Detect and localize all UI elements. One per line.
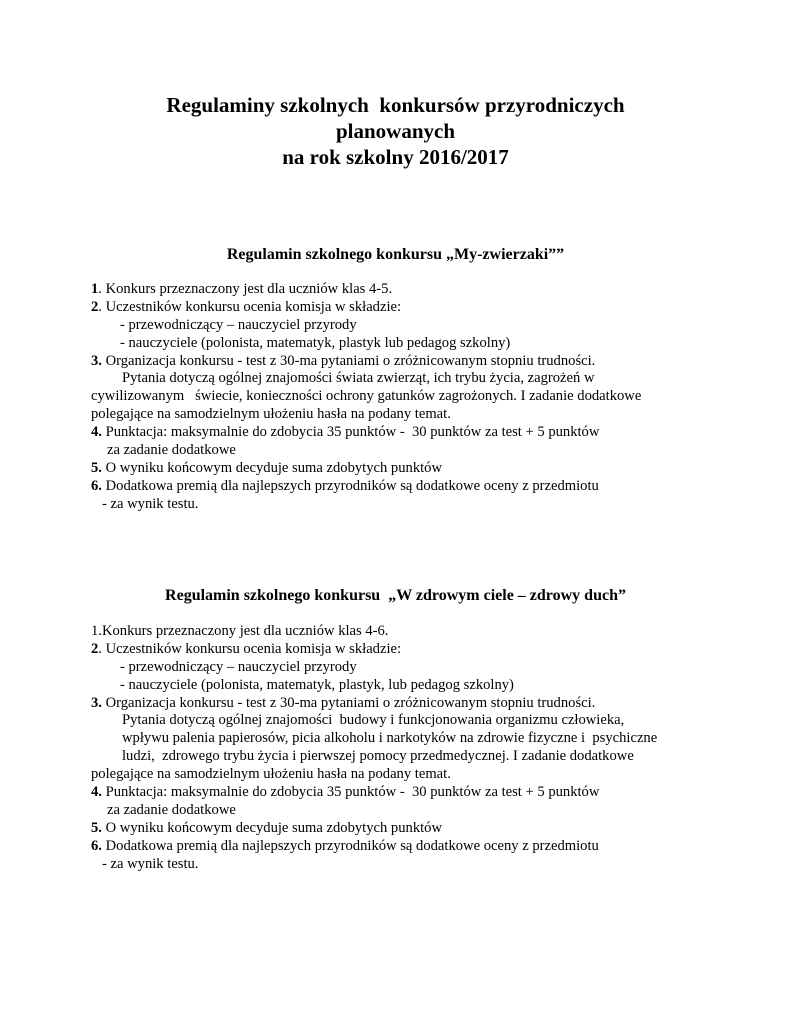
item-number: 5. (91, 819, 102, 836)
paragraph-line: za zadanie dodatkowe (107, 801, 236, 818)
item-number: 2 (91, 298, 99, 315)
item-text: . Uczestników konkursu ocenia komisja w składzie: (98, 298, 402, 315)
paragraph-line (0, 784, 791, 802)
list-item: - nauczyciele (polonista, matematyk, plastyk, lub pedagog szkolny) (120, 676, 514, 693)
paragraph-line: wpływu palenia papierosów, picia alkoholu i narkotyków na zdrowie fizyczne i psychiczne (122, 730, 658, 747)
paragraph-line: cywilizowanym świecie, konieczności ochrony gatunków zagrożonych. I zadanie dodatkowe (91, 388, 642, 405)
document-title-line-2: planowanych (335, 119, 456, 143)
list-item: - przewodniczący – nauczyciel przyrody (120, 316, 357, 333)
paragraph-line: polegające na samodzielnym ułożeniu hasła na podany temat. (91, 766, 451, 783)
paragraph-line: 1.Konkurs przeznaczony jest dla uczniów klas 4-6. (91, 623, 389, 639)
document-title-line-1: Regulaminy szkolnych konkursów przyrodniczych (166, 93, 625, 117)
paragraph-line (0, 299, 791, 317)
paragraph-line (0, 641, 791, 659)
paragraph-line: - za wynik testu. (102, 855, 199, 872)
list-item: - przewodniczący – nauczyciel przyrody (120, 658, 357, 675)
paragraph-line: polegające na samodzielnym ułożeniu hasła na podany temat. (91, 406, 451, 423)
paragraph-line (0, 424, 791, 442)
paragraph-line (0, 820, 791, 838)
paragraph-line (0, 460, 791, 478)
item-text: O wyniku końcowym decyduje suma zdobytych punktów (101, 459, 443, 476)
section-1-heading: Regulamin szkolnego konkursu „My-zwierzaki”” (226, 246, 565, 263)
item-text: Dodatkowa premią dla najlepszych przyrodników są dodatkowe oceny z przedmiotu (101, 477, 599, 494)
item-number: 6. (91, 477, 102, 494)
paragraph-line (0, 353, 791, 371)
document-title-line-3: na rok szkolny 2016/2017 (282, 145, 509, 169)
paragraph-line: - za wynik testu. (102, 495, 199, 512)
paragraph-line: ludzi, zdrowego trybu życia i pierwszej pomocy przedmedycznej. I zadanie dodatkowe (122, 748, 634, 765)
section-2-body (0, 623, 791, 873)
item-text: Dodatkowa premią dla najlepszych przyrodników są dodatkowe oceny z przedmiotu (101, 837, 599, 854)
paragraph-line (0, 695, 791, 713)
item-number: 6. (91, 837, 102, 854)
item-text: O wyniku końcowym decyduje suma zdobytych punktów (101, 819, 443, 836)
item-number: 5. (91, 459, 102, 476)
item-text: Punktacja: maksymalnie do zdobycia 35 punktów - 30 punktów za test + 5 punktów (101, 424, 600, 441)
section-2-heading: Regulamin szkolnego konkursu „W zdrowym ciele – zdrowy duch” (165, 587, 626, 604)
list-item: - nauczyciele (polonista, matematyk, plastyk lub pedagog szkolny) (120, 334, 511, 351)
item-text: . Uczestników konkursu ocenia komisja w składzie: (98, 640, 402, 657)
paragraph-line: Pytania dotyczą ogólnej znajomości budowy i funkcjonowania organizmu człowieka, (122, 712, 625, 729)
item-text: . Konkurs przeznaczony jest dla uczniów klas 4-5. (98, 281, 393, 297)
item-text: Organizacja konkursu - test z 30-ma pytaniami o zróżnicowanym stopniu trudności. (101, 352, 596, 369)
item-number: 4. (91, 424, 102, 441)
item-text: Punktacja: maksymalnie do zdobycia 35 punktów - 30 punktów za test + 5 punktów (101, 784, 600, 801)
section-1-body (0, 281, 791, 514)
item-number: 4. (91, 784, 102, 801)
item-text: Organizacja konkursu - test z 30-ma pytaniami o zróżnicowanym stopniu trudności. (101, 694, 596, 711)
paragraph-line: Pytania dotyczą ogólnej znajomości świata zwierząt, ich trybu życia, zagrożeń w (122, 370, 595, 387)
item-number: 1 (91, 281, 99, 297)
document-title (0, 92, 791, 170)
paragraph-line: za zadanie dodatkowe (107, 442, 236, 459)
item-number: 3. (91, 694, 102, 711)
item-number: 2 (91, 640, 99, 657)
paragraph-line (0, 281, 791, 299)
paragraph-line (0, 838, 791, 856)
paragraph-line (0, 478, 791, 496)
item-number: 3. (91, 352, 102, 369)
